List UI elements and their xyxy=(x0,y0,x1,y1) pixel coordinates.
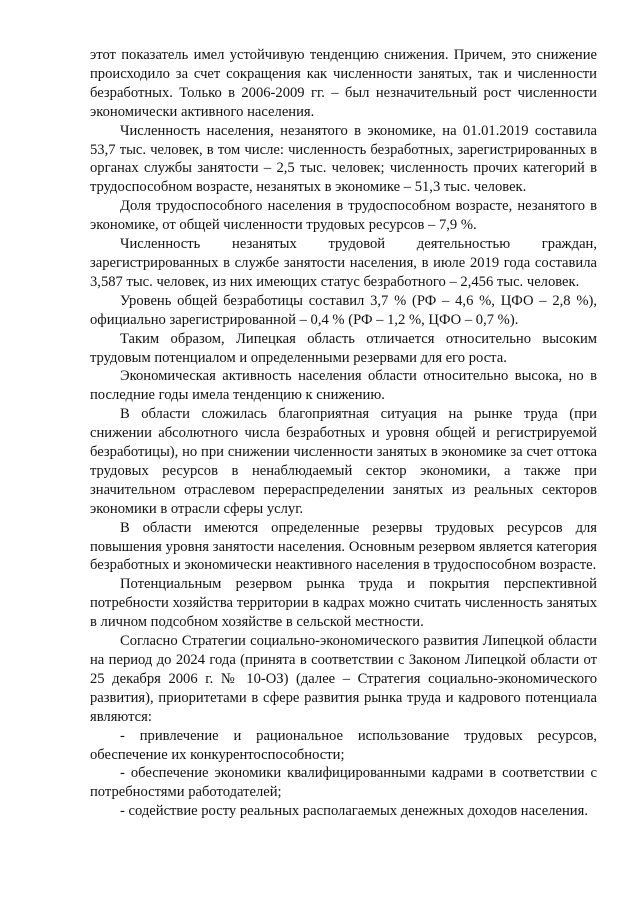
paragraph: Экономическая активность населения области относительно высока, но в последние годы имела тенденцию к снижению. xyxy=(90,368,597,404)
paragraph: Таким образом, Липецкая область отличается относительно высоким трудовым потенциалом и определенными резервами для его роста. xyxy=(90,330,597,366)
paragraph: В области сложилась благоприятная ситуация на рынке труда (при снижении абсолютного числа безработных и уровня общей и регистрируемой безработицы), но при снижении численности занятых в экономике за счет оттока трудовых ресурсов в ненаблюдаемый сектор экономики, а также при значительном отраслевом перераспределении занятых из реальных секторов экономики в отрасли сферы услуг. xyxy=(90,406,597,517)
paragraph: Потенциальным резервом рынка труда и покрытия перспективной потребности хозяйства территории в кадрах можно считать численность занятых в личном подсобном хозяйстве в сельской местности. xyxy=(90,576,597,631)
paragraph: Численность населения, незанятого в экономике, на 01.01.2019 составила 53,7 тыс. человек, в том числе: численность безработных, зарегистрированных в органах службы занятости – 2,5 тыс. человек; численность прочих категорий в трудоспособном возрасте, незанятых в экономике – 51,3 тыс. человек. xyxy=(90,122,597,196)
paragraph: этот показатель имел устойчивую тенденцию снижения. Причем, это снижение происходило за счет сокращения как численности занятых, так и численности безработных. Только в 2006-2009 гг. – был незначительный рост численности экономически активного населения. xyxy=(90,47,597,120)
document-page xyxy=(90,46,597,821)
list-item: - содействие росту реальных располагаемых денежных доходов населения. xyxy=(120,803,588,820)
list-item: - обеспечение экономики квалифицированными кадрами в соответствии с потребностями работодателей; xyxy=(90,765,597,801)
list-item: - привлечение и рациональное использование трудовых ресурсов, обеспечение их конкурентоспособности; xyxy=(90,727,597,763)
paragraph: Доля трудоспособного населения в трудоспособном возрасте, незанятого в экономике, от общей численности трудовых ресурсов – 7,9 %. xyxy=(90,198,597,234)
paragraph: Уровень общей безработицы составил 3,7 % (РФ – 4,6 %, ЦФО – 2,8 %), официально зарегистрированной – 0,4 % (РФ – 1,2 %, ЦФО – 0,7 %). xyxy=(90,292,597,328)
paragraph: Согласно Стратегии социально-экономического развития Липецкой области на период до 2024 года (принята в соответствии с Законом Липецкой области от 25 декабря 2006 г. № 10-ОЗ) (далее – Стратегия социально-экономического развития), приоритетами в сфере развития рынка труда и кадрового потенциала являются: xyxy=(90,633,597,725)
paragraph: Численность незанятых трудовой деятельностью граждан, зарегистрированных в службе занятости населения, в июле 2019 года составила 3,587 тыс. человек, из них имеющих статус безработного – 2,456 тыс. человек. xyxy=(90,236,597,290)
paragraph: В области имеются определенные резервы трудовых ресурсов для повышения уровня занятости населения. Основным резервом является категория безработных и экономически неактивного населения в трудоспособном возрасте. xyxy=(90,519,597,574)
